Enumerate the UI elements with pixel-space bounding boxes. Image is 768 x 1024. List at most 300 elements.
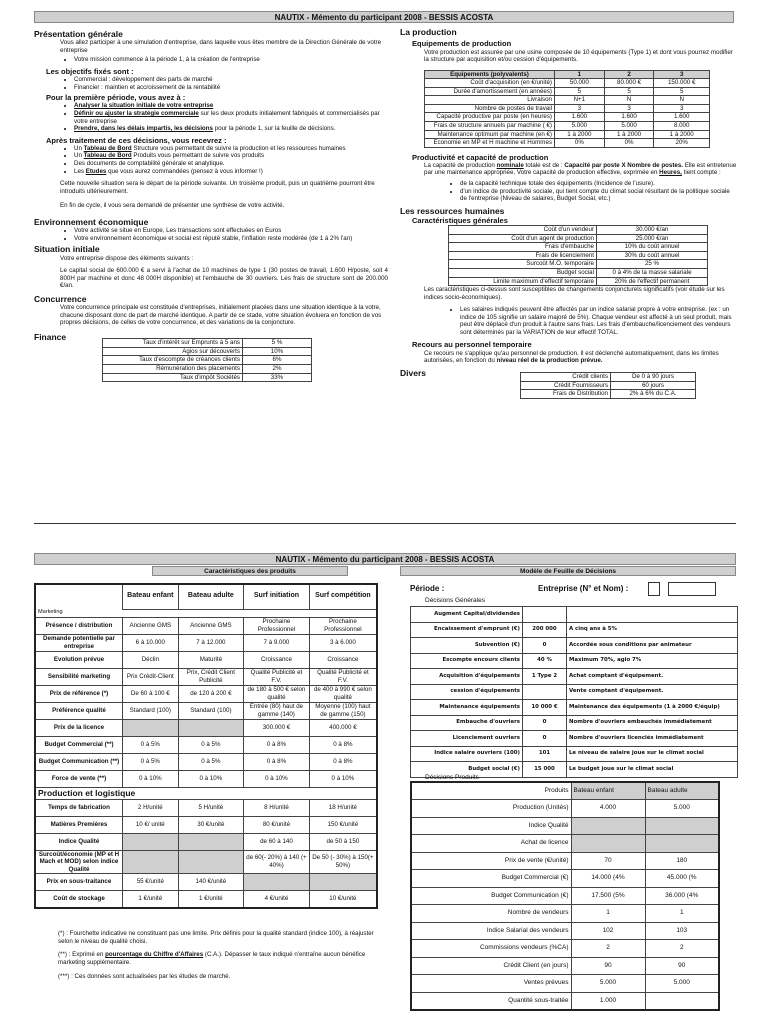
situation-intro: Votre entreprise dispose des éléments suivants :	[60, 254, 194, 262]
produit-decision-label: Prix de vente (€/unité)	[411, 852, 571, 870]
equipements-cell: 1.600	[555, 113, 605, 122]
rh-value: 25 %	[597, 260, 708, 269]
divers-value: De 0 à 90 jours	[611, 373, 696, 382]
finance-row	[103, 347, 312, 356]
row-cell: 80 €/unité	[244, 816, 310, 833]
presentation-bullet: • Votre mission commence à la période 1, à la création de l'entreprise	[74, 56, 388, 64]
decision-value[interactable]: 40 %	[523, 653, 567, 669]
rh-value: 0 à 4% de la masse salariale	[597, 268, 708, 277]
note-2: (**) : Exprimé en pourcentage du Chiffre d'Affaires (C.A.). Dépasser le taux indiqué n'entraîne aucun bénéfice marketing supplémentaire.	[58, 951, 366, 966]
premiere-item: • Analyser la situation initiale de votre entreprise	[74, 102, 388, 110]
marketing-row	[35, 753, 377, 770]
produit-decision-row	[411, 870, 719, 888]
rh-label: Frais d'embauche	[449, 243, 597, 252]
finance-row	[103, 339, 312, 348]
row-cell: 0 à 5%	[122, 753, 178, 770]
produit-decision-label: Production (Unités)	[411, 800, 571, 818]
decision-value[interactable]: 101	[523, 746, 567, 762]
row-cell: 10 €/unité	[309, 891, 377, 908]
rh-bullet: • Les salaires indiqués peuvent être affectés par un indice salarial propre à votre entreprise. (ex : un indice de 105 signifie un salaire majoré de 5%). Chaque vendeur est affecté à un seul produit, mais peut être déplacé d'un produit à l'autre sans frais. Les frais d'embauche/licenciement des vendeurs sont déterminés par la VARIATION de leur effectif TOTAL.	[460, 306, 738, 336]
decision-comment	[567, 607, 738, 623]
production-title: Production et logistique	[38, 787, 136, 798]
produits-band: Caractéristiques des produits	[152, 566, 348, 576]
produit-decision-value[interactable]: 103	[645, 922, 719, 940]
row-cell: Croissance	[244, 651, 310, 668]
decision-label: Indice salaire ouvriers (100)	[411, 746, 523, 762]
row-cell: Croissance	[309, 651, 377, 668]
page2-header: NAUTIX - Mémento du participant 2008 - BESSIS ACOSTA	[34, 553, 736, 565]
produit-decision-value[interactable]: 1	[571, 905, 645, 923]
produit-decision-label: Budget Communication (€)	[411, 887, 571, 905]
equipements-label: Frais de structure annuels par machine ( €)	[425, 122, 555, 131]
equipements-cell: 80.000 €	[604, 79, 654, 88]
concurrence-title: Concurrence	[34, 293, 87, 304]
row-cell: de 400 à 990 € selon qualité	[309, 685, 377, 702]
decision-row	[411, 746, 738, 762]
finance-row	[103, 364, 312, 373]
environnement-item: • Votre environnement économique et social est réputé stable, l'inflation reste modérée (de 1 à 2% l'an)	[74, 235, 388, 243]
environnement-item: • Votre activité se situe en Europe, Les transactions sont effectuées en Euros	[74, 227, 388, 235]
divers-title: Divers	[400, 367, 426, 378]
decision-comment: Nombre d'ouvriers embauchés immédiatement	[567, 715, 738, 731]
row-cell: 0 à 8%	[309, 736, 377, 753]
row-label: Présence / distribution	[35, 617, 122, 634]
equipements-cell: N	[604, 96, 654, 105]
produit-decision-value[interactable]: 1	[645, 905, 719, 923]
produit-decision-value[interactable]: 1.000	[571, 992, 645, 1010]
rh-title: Les ressources humaines	[400, 205, 505, 216]
produit-decision-row	[411, 922, 719, 940]
production-row	[35, 891, 377, 908]
concurrence-text: Votre concurrence principale est constituée d'entreprises, initialement placées dans une situation identique à la votre, chacune disposant donc de part de marché identique. A partir de ce stade, votre situation évoluera en fonction de vos propres décisions, de celles de votre concurrence, et des variations de la conjoncture.	[60, 304, 382, 327]
produits-decisions-table	[410, 781, 720, 1011]
decision-label: Subvention (€)	[411, 638, 523, 654]
decision-value[interactable]: 0	[523, 715, 567, 731]
produits-decisions-label: Décisions Produits	[425, 774, 479, 781]
row-cell: Prix, Crédit Client Publicité	[178, 668, 244, 685]
equipements-cell: N+1	[555, 96, 605, 105]
rh-row	[449, 234, 708, 243]
equipements-row	[425, 87, 710, 96]
finance-row	[103, 373, 312, 382]
decision-label: cession d'équipements	[411, 684, 523, 700]
equipements-row	[425, 122, 710, 131]
produit-decision-value[interactable]: 2	[571, 940, 645, 958]
produit-column-header: Surf initiation	[244, 584, 310, 609]
produit-decision-value[interactable]: 45.000 (%	[645, 870, 719, 888]
finance-table	[102, 338, 312, 382]
generales-table	[410, 606, 738, 778]
produit-decision-value[interactable]: 70	[571, 852, 645, 870]
row-cell: 7 à 12.000	[178, 634, 244, 651]
rh-label: Coût d'un agent de production	[449, 234, 597, 243]
produit-decision-value[interactable]: 102	[571, 922, 645, 940]
equipements-title: Equipements de production	[412, 39, 512, 49]
marketing-row	[35, 770, 377, 787]
equipements-header: 1	[555, 70, 605, 79]
row-cell: Qualité Publicité et F.V.	[244, 668, 310, 685]
produit-decision-value[interactable]: 5.000	[645, 975, 719, 993]
equipements-row	[425, 139, 710, 148]
decision-row	[411, 684, 738, 700]
rh-text: Les caractéristiques ci-dessus sont susceptibles de changements conjoncturels significatifs (voir étude sur les indices socio-économiques).	[424, 286, 725, 301]
produit-decision-label: Ventes prévues	[411, 975, 571, 993]
row-cell: Ancienne GMS	[178, 617, 244, 634]
decision-value[interactable]: 200 000	[523, 622, 567, 638]
row-cell: 0 à 10%	[178, 770, 244, 787]
equipements-cell: 1 à 2000	[654, 130, 710, 139]
finance-label: Taux d'escompte de créances clients	[103, 356, 243, 365]
page1-right-column	[400, 27, 738, 399]
produit-column-header: Surf compétition	[309, 584, 377, 609]
row-cell: 1 €/unité	[178, 891, 244, 908]
row-cell: de 60(- 20%) à 140 (+ 40%)	[244, 850, 310, 874]
row-cell: Prochaine Professionnel	[309, 617, 377, 634]
finance-value: 10%	[243, 347, 312, 356]
row-cell: de 60 à 140	[244, 833, 310, 850]
row-cell: 0 à 10%	[309, 770, 377, 787]
row-label: Force de vente (**)	[35, 770, 122, 787]
equipements-label: Nombre de postes de travail	[425, 104, 555, 113]
marketing-row	[35, 736, 377, 753]
finance-value: 2%	[243, 364, 312, 373]
row-cell: 55 €/unité	[122, 874, 178, 891]
finance-label: Agios sur découverts	[103, 347, 243, 356]
row-cell: Maturité	[178, 651, 244, 668]
produit-decision-value[interactable]	[645, 835, 719, 853]
production-text: Votre production est assurée par une usine composée de 10 équipements (Type 1) et dont vous pourrez modifier la structure par acquisition et/ou cession d'équipements.	[424, 48, 733, 64]
divers-table	[520, 372, 696, 399]
apres-item: • Un Tableau de Bord Produits vous permettant de suivre vos produits	[74, 152, 388, 160]
page1-header: NAUTIX - Mémento du participant 2008 - BESSIS ACOSTA	[34, 11, 734, 23]
equipements-row	[425, 96, 710, 105]
finance-label: Rémunération des placements	[103, 364, 243, 373]
equipements-cell: 5	[654, 87, 710, 96]
productivite-text: La capacité de production nominale totale est de : Capacité par poste X Nombre de postes. Elle est entretenue par une maintenance appropriée. Votre capacité de production effective, exprimée en Heures, tient compte :	[424, 161, 737, 177]
row-cell: Standard (100)	[122, 702, 178, 719]
objectif-item: • Financier : maintien et accroissement de la rentabilité	[74, 84, 388, 92]
situation-capital: Le capital social de 600.000 € a servi à l'achat de 10 machines de type 1 (30 postes de travail, 1.600 H/poste, soit 4 800H par machine et donc 48 000H disponible) et l'embauche de 30 ouvriers. Les frais de structure sont de 200.000 €/an.	[60, 267, 388, 290]
produit-decision-value[interactable]	[645, 817, 719, 835]
row-cell: de 120 à 200 €	[178, 685, 244, 702]
page-separator	[34, 523, 736, 524]
decision-label: Acquisition d'équipements	[411, 669, 523, 685]
produits-decisions-header: Bateau adulte	[645, 782, 719, 800]
produit-decision-label: Indice Qualité	[411, 817, 571, 835]
produit-decision-row	[411, 800, 719, 818]
decision-row	[411, 731, 738, 747]
row-cell: 4 €/unité	[244, 891, 310, 908]
decision-comment: Vente comptant d'équipement.	[567, 684, 738, 700]
produit-decision-value[interactable]: 5.000	[571, 975, 645, 993]
row-cell: 10 €/ unité	[122, 816, 178, 833]
row-label: Prix en sous-traitance	[35, 874, 122, 891]
row-cell: 0 à 8%	[244, 753, 310, 770]
equipements-label: Livraison	[425, 96, 555, 105]
decision-comment: A cinq ans à 5%	[567, 622, 738, 638]
marketing-row	[35, 685, 377, 702]
equipements-cell: 50.000	[555, 79, 605, 88]
rh-label: Surcoût M.O. temporaire	[449, 260, 597, 269]
row-cell	[122, 719, 178, 736]
premiere-item: • Prendre, dans les délais impartis, les décisions pour la période 1, sur la feuille de décisions.	[74, 125, 388, 133]
production-row	[35, 874, 377, 891]
produit-decision-label: Quantité sous-traitée	[411, 992, 571, 1010]
row-cell	[178, 719, 244, 736]
produit-decision-row	[411, 852, 719, 870]
produit-decision-label: Commissions vendeurs (%CA)	[411, 940, 571, 958]
decision-comment: Maximum 70%, agio 7%	[567, 653, 738, 669]
equipements-row	[425, 104, 710, 113]
row-cell: 7 à 9.000	[244, 634, 310, 651]
presentation-title: Présentation générale	[34, 29, 123, 39]
periode-label: Période :	[410, 584, 445, 593]
row-cell: Moyenne (100) haut de gamme (150)	[309, 702, 377, 719]
decision-label: Embauche d'ouvriers	[411, 715, 523, 731]
row-label: Evolution prévue	[35, 651, 122, 668]
produit-column-header: Bateau adulte	[178, 584, 244, 609]
rh-label: Frais de licenciement	[449, 251, 597, 260]
rh-label: Coût d'un vendeur	[449, 226, 597, 235]
row-cell	[122, 833, 178, 850]
produit-decision-value[interactable]: 90	[645, 957, 719, 975]
equipements-cell: 20%	[654, 139, 710, 148]
apres-item: • Un Tableau de Bord Structure vous permettant de suivre la production et les ressources humaines	[74, 145, 388, 153]
decision-row	[411, 669, 738, 685]
finance-value: 6%	[243, 356, 312, 365]
row-cell: 140 €/unité	[178, 874, 244, 891]
decision-value[interactable]: 0	[523, 638, 567, 654]
produits-decisions-header: Bateau enfant	[571, 782, 645, 800]
row-cell: 2 H/unité	[122, 799, 178, 816]
row-cell: 0 à 5%	[122, 736, 178, 753]
marketing-row	[35, 634, 377, 651]
row-cell: 1 €/unité	[122, 891, 178, 908]
empty-cell	[122, 609, 377, 617]
rh-row	[449, 268, 708, 277]
equipements-cell: 3	[654, 104, 710, 113]
produit-decision-row	[411, 975, 719, 993]
marketing-row	[35, 702, 377, 719]
production-row	[35, 850, 377, 874]
periode-input[interactable]	[648, 582, 660, 596]
recours-text: Ce recours ne s'applique qu'au personnel de production. Il est déclenché automatiquement, dans les limites autorisées, en fonction du niveau réel de la production prévue.	[424, 349, 719, 365]
decision-comment: Nombre d'ouvriers licenciés immédiatement	[567, 731, 738, 747]
divers-label: Crédit Fournisseurs	[521, 381, 611, 390]
row-cell: 18 H/unité	[309, 799, 377, 816]
row-cell: Qualité Publicité et F.V.	[309, 668, 377, 685]
produit-decision-row	[411, 992, 719, 1010]
caracteristiques-title: Caractéristiques générales	[412, 216, 508, 225]
decision-value[interactable]	[523, 607, 567, 623]
decisions-band: Modèle de Feuille de Décisions	[400, 566, 736, 576]
equipements-cell: 1.600	[654, 113, 710, 122]
page1-left-column	[34, 29, 388, 382]
decision-value[interactable]	[523, 684, 567, 700]
decision-label: Budget social (€)	[411, 762, 523, 778]
equipements-row	[425, 113, 710, 122]
objectifs-title: Les objectifs fixés sont :	[46, 67, 134, 77]
rh-row	[449, 260, 708, 269]
row-cell	[244, 874, 310, 891]
decision-comment: Le niveau de salaire joue sur le climat social	[567, 746, 738, 762]
decision-comment: Achat comptant d'équipement.	[567, 669, 738, 685]
produit-decision-value[interactable]: 4.000	[571, 800, 645, 818]
produit-decision-value[interactable]: 14.000 (4%	[571, 870, 645, 888]
row-cell: Prix Crédit-Client	[122, 668, 178, 685]
row-label: Prix de la licence	[35, 719, 122, 736]
equipements-header: 2	[604, 70, 654, 79]
row-label: Budget Communication (**)	[35, 753, 122, 770]
marketing-label: Marketing	[38, 609, 63, 616]
produit-decision-value[interactable]: 180	[645, 852, 719, 870]
divers-label: Frais de Distribution	[521, 390, 611, 399]
row-cell: 150 €/unité	[309, 816, 377, 833]
production-row	[35, 816, 377, 833]
row-cell: de 50 à 150	[309, 833, 377, 850]
produit-decision-value[interactable]: 2	[645, 940, 719, 958]
finance-value: 33%	[243, 373, 312, 382]
equipements-label: Coût d'acquisition (en €/unité)	[425, 79, 555, 88]
decision-label: Encaissement d'emprunt (€)	[411, 622, 523, 638]
produits-notes	[58, 930, 378, 981]
equipements-header: 3	[654, 70, 710, 79]
equipements-header: Equipements (polyvalents)	[425, 70, 555, 79]
rh-value: 20% de l'effectif permanent	[597, 277, 708, 286]
produit-decision-value[interactable]: 17.500 (5%	[571, 887, 645, 905]
produit-decision-row	[411, 817, 719, 835]
rh-value: 25.000 €/an	[597, 234, 708, 243]
rh-label: Budget social	[449, 268, 597, 277]
equipements-label: Capacité productive par poste (en heures)	[425, 113, 555, 122]
equipements-cell: 1 à 2000	[604, 130, 654, 139]
decision-value[interactable]: 0	[523, 731, 567, 747]
marketing-row	[35, 651, 377, 668]
row-cell: Prochaine Professionnel	[244, 617, 310, 634]
row-cell	[178, 833, 244, 850]
produit-decision-value[interactable]: 36.000 (4%	[645, 887, 719, 905]
row-label: Surcoût/économie (MP et H Mach et MOD) selon indice Qualité	[35, 850, 122, 874]
decision-value[interactable]: 10 000 €	[523, 700, 567, 716]
generales-label: Décisions Générales	[425, 597, 485, 604]
equipements-cell: 5	[555, 87, 605, 96]
row-cell: De 60 à 100 €	[122, 685, 178, 702]
rh-row	[449, 251, 708, 260]
row-label: Temps de fabrication	[35, 799, 122, 816]
row-cell: 0 à 10%	[122, 770, 178, 787]
entreprise-input[interactable]	[668, 582, 716, 596]
row-cell	[178, 850, 244, 874]
rh-value: 10% du coût annuel	[597, 243, 708, 252]
row-cell: Déclin	[122, 651, 178, 668]
rh-row	[449, 243, 708, 252]
production-row	[35, 799, 377, 816]
equipements-cell: 150.000 €	[654, 79, 710, 88]
row-cell: Standard (100)	[178, 702, 244, 719]
row-cell	[309, 874, 377, 891]
row-cell: 3 à 6.000	[309, 634, 377, 651]
productivite-item: • d'un indice de productivité sociale, qui tient compte du climat social résultant de la politique sociale de l'entreprise (Niveau de salaires, Budget Social, etc.)	[460, 188, 738, 203]
divers-row	[521, 373, 696, 382]
marketing-section-row	[35, 609, 377, 617]
decision-value[interactable]: 1 Type 2	[523, 669, 567, 685]
apres-paragraph-2: En fin de cycle, il vous sera demandé de présenter une synthèse de votre activité.	[60, 202, 285, 210]
produit-decision-row	[411, 957, 719, 975]
divers-value: 2% à 6% du C.A.	[611, 390, 696, 399]
equipements-cell: 0%	[555, 139, 605, 148]
row-cell: 300.000 €	[244, 719, 310, 736]
equipements-label: Economie en MP et H machine et Hommes	[425, 139, 555, 148]
equipements-cell: 0%	[604, 139, 654, 148]
produit-decision-value[interactable]	[645, 992, 719, 1010]
divers-row	[521, 390, 696, 399]
row-cell: 30 €/unité	[178, 816, 244, 833]
apres-paragraph-1: Cette nouvelle situation sera le départ de la période suivante. Un troisième produit, puis un quatrième pourront être introduits ultérieurement.	[60, 180, 375, 195]
equipements-label: Durée d'amortissement (en années)	[425, 87, 555, 96]
produit-decision-value[interactable]: 5.000	[645, 800, 719, 818]
decision-row	[411, 607, 738, 623]
recours-title: Recours au personnel temporaire	[412, 340, 532, 350]
production-section-row	[35, 787, 377, 799]
production-row	[35, 833, 377, 850]
finance-row	[103, 356, 312, 365]
decision-value[interactable]: 15 000	[523, 762, 567, 778]
row-cell: Ancienne GMS	[122, 617, 178, 634]
production-title: La production	[400, 27, 457, 37]
premiere-title: Pour la première période, vous avez à :	[46, 93, 186, 103]
decision-label: Licenciement ouvriers	[411, 731, 523, 747]
rh-table	[448, 225, 708, 286]
produit-decision-value[interactable]	[571, 817, 645, 835]
row-cell: De 50 (- 30%) à 150(+ 50%)	[309, 850, 377, 874]
equipements-cell: 3	[555, 104, 605, 113]
produit-decision-value[interactable]: 90	[571, 957, 645, 975]
produit-decision-value[interactable]	[571, 835, 645, 853]
produit-decision-label: Indice Salarial des vendeurs	[411, 922, 571, 940]
rh-value: 30.000 €/an	[597, 226, 708, 235]
equipements-cell: 1 à 2000	[555, 130, 605, 139]
equipements-cell: 5	[604, 87, 654, 96]
equipements-cell: N	[654, 96, 710, 105]
row-label: Sensibilité marketing	[35, 668, 122, 685]
decision-comment: Maintenance des équipements (1 à 2000 €/équip)	[567, 700, 738, 716]
equipements-cell: 1.600	[604, 113, 654, 122]
marketing-row	[35, 719, 377, 736]
row-cell: 0 à 10%	[244, 770, 310, 787]
apres-title: Après traitement de ces décisions, vous recevrez :	[46, 135, 227, 145]
row-label: Prix de référence (*)	[35, 685, 122, 702]
rh-value: 30% du coût annuel	[597, 251, 708, 260]
decision-label: Augment Capital/dividendes	[411, 607, 523, 623]
finance-label: Taux d'impôt Sociétés	[103, 373, 243, 382]
divers-label: Crédit clients	[521, 373, 611, 382]
equipements-cell: 5.000	[604, 122, 654, 131]
row-label: Coût de stockage	[35, 891, 122, 908]
decision-comment: Le budget joue sur le climat social	[567, 762, 738, 778]
equipements-row	[425, 79, 710, 88]
decision-row	[411, 622, 738, 638]
row-cell: 0 à 8%	[244, 736, 310, 753]
row-cell: 0 à 5%	[178, 753, 244, 770]
row-cell: Entrée (80) haut de gamme (140)	[244, 702, 310, 719]
equipements-cell: 8.000	[654, 122, 710, 131]
entreprise-label: Entreprise (N° et Nom) :	[538, 584, 629, 593]
row-cell: 8 H/unité	[244, 799, 310, 816]
row-cell: 0 à 5%	[178, 736, 244, 753]
note-3: (***) : Ces données sont actualisées par les études de marché.	[58, 973, 231, 981]
row-cell	[122, 850, 178, 874]
decision-row	[411, 653, 738, 669]
